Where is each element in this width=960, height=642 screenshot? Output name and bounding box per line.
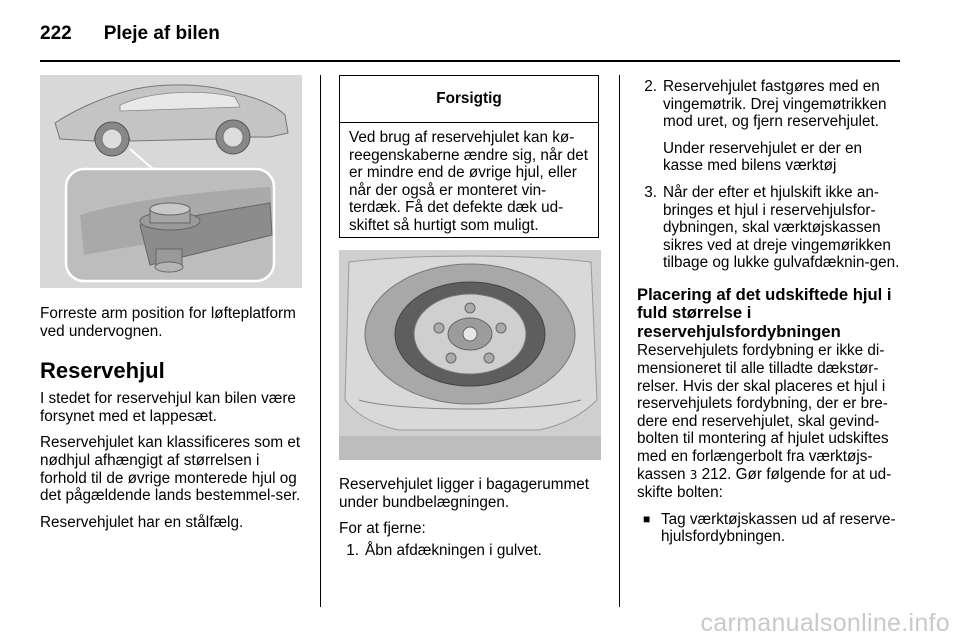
bullet-icon: ■ [643,511,651,526]
header-rule [40,60,900,62]
page-reference-link[interactable]: 212 [701,465,728,483]
page-number: 222 [40,23,72,44]
list-text: Når der efter et hjulskift ikke an‐bringes et hjul i reservehjulsfor‐dybningen, skal værktøjskassen sikres ved at dreje vingemørikken tilbage og lukke gulvafdæknin‐gen. [663,183,900,272]
caution-text: Ved brug af reservehjulet kan kø‐reegenskaberne ændre sig, når det er mindre end de øvrige hjul, eller når der også er monteret vin‐terdæk. Få det defekte dæk ud‐skiftet så hurtigt som muligt. [349,129,588,234]
paragraph-text: . Gør følgende for at ud‐skifte bolten: [637,465,892,502]
caution-title: Forsigtig [340,76,598,123]
section-heading: Reservehjul [40,358,165,384]
spare-wheel-illustration [339,250,601,460]
section-subheading: Placering af det udskiftede hjul i fuld størrelse i reservehjulsfordybningen [637,284,892,341]
watermark: carmanualsonline.info [700,609,950,637]
column-2-text [339,476,604,559]
instruction-intro: For at fjerne: [339,520,426,538]
column-divider [619,75,620,607]
car-lift-figure [40,75,302,288]
paragraph [637,342,900,501]
paragraph: Reservehjulet har en stålfælg. [40,513,244,531]
list-text: Åbn afdækningen i gulvet. [365,541,542,559]
spare-wheel-figure [339,250,601,460]
page-reference-icon: 3 [689,467,698,482]
bullet-text: Tag værktøjskassen ud af reserve‐hjulsfordybningen. [661,510,896,546]
page-title: Pleje af bilen [103,23,220,44]
list-number: 1. [346,541,359,559]
list-text: Reservehjulet fastgøres med en vingemøtrik. Drej vingemøtrikken mod uret, og fjern reservehjulet. [663,78,887,131]
list-number: 3. [644,183,657,201]
figure-caption: Reservehjulet ligger i bagagerummet under bundbelægningen. [339,476,589,511]
paragraph: I stedet for reservehjul kan bilen være forsynet med et lappesæt. [40,390,296,425]
bullet-item [637,511,900,546]
column-1 [40,305,305,540]
caution-box [339,75,599,238]
step-note: Under reservehjulet er der en kasse med bilens værktøj [663,139,862,175]
column-3 [637,78,900,546]
figure-caption: Forreste arm position for løfteplatform ved undervognen. [40,305,296,340]
list-item [637,184,900,272]
paragraph-text: Reservehjulets fordybning er ikke di‐mensioneret til alle tilladte dækstør‐relser. Hvis der skal placeres et hjul i reservehjulets fordybning, der er bre‐dere end reservehjulet, skal gevind‐bolten til montering af hjulet udskiftes med en forlængerbolt fra værktøjs‐kassen [637,342,889,483]
column-divider [320,75,321,607]
paragraph: Reservehjulet kan klassificeres som et nødhjul afhængigt af størrelsen i forhold til de øvrige monterede hjul og det pågældende lands bestemmel‐ser. [40,434,301,505]
car-lift-illustration [40,75,302,288]
list-item [339,542,604,560]
list-number: 2. [644,78,657,95]
list-item [637,78,900,131]
page-header [40,14,220,54]
